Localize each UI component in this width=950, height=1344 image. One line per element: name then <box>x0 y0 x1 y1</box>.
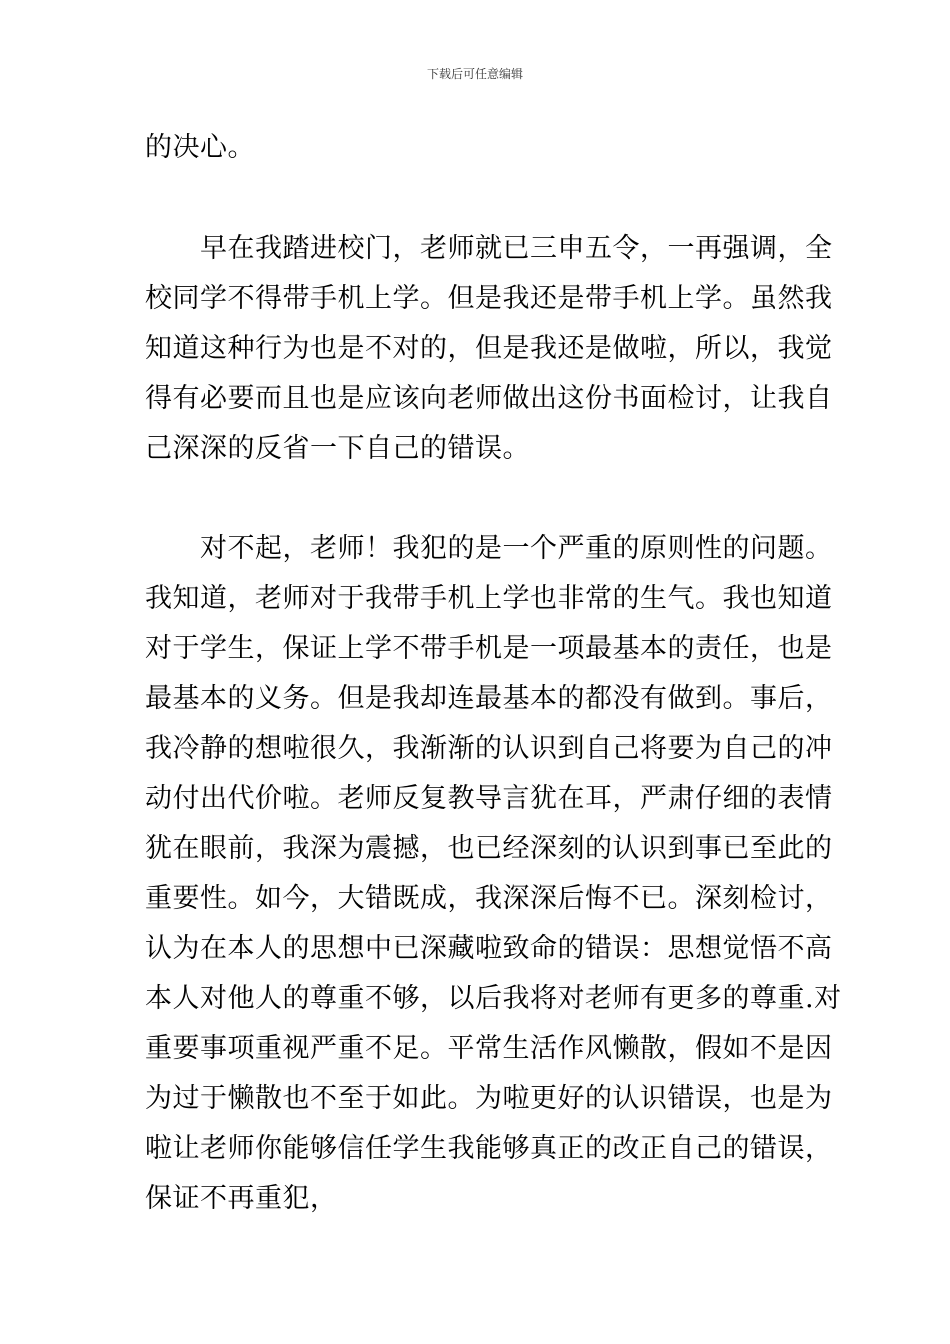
text-line: 得有必要而且也是应该向老师做出这份书面检讨，让我自 <box>145 383 833 414</box>
text-line: 啦让老师你能够信任学生我能够真正的改正自己的错误， <box>145 1133 833 1164</box>
text-line: 的决心。 <box>145 132 255 163</box>
text-line: 我冷静的想啦很久，我渐渐的认识到自己将要为自己的冲 <box>145 733 833 764</box>
text-line: 对不起，老师！我犯的是一个严重的原则性的问题。 <box>145 533 833 564</box>
text-line: 我知道，老师对于我带手机上学也非常的生气。我也知道 <box>145 583 833 614</box>
text-line: 动付出代价啦。老师反复教导言犹在耳，严肃仔细的表情 <box>145 783 833 814</box>
text-line: 知道这种行为也是不对的，但是我还是做啦，所以，我觉 <box>145 333 833 364</box>
text-line: 早在我踏进校门，老师就已三申五令，一再强调，全 <box>145 233 833 264</box>
text-line: 犹在眼前，我深为震撼，也已经深刻的认识到事已至此的 <box>145 833 833 864</box>
page-header: 下载后可任意编辑 <box>426 67 523 81</box>
text-line: 校同学不得带手机上学。但是我还是带手机上学。虽然我 <box>145 283 833 314</box>
text-line: 保证不再重犯， <box>145 1183 338 1214</box>
text-line: 为过于懒散也不至于如此。为啦更好的认识错误，也是为 <box>145 1083 833 1114</box>
text-line: 重要性。如今，大错既成，我深深后悔不已。深刻检讨， <box>145 883 833 914</box>
text-line: 最基本的义务。但是我却连最基本的都没有做到。事后， <box>145 683 833 714</box>
text-line: 重要事项重视严重不足。平常生活作风懒散，假如不是因 <box>145 1033 833 1064</box>
text-line: 对于学生，保证上学不带手机是一项最基本的责任，也是 <box>145 633 833 664</box>
text-line: 己深深的反省一下自己的错误。 <box>145 433 530 464</box>
text-line: 本人对他人的尊重不够，以后我将对老师有更多的尊重.对 <box>145 983 842 1014</box>
text-line: 认为在本人的思想中已深藏啦致命的错误：思想觉悟不高 <box>145 933 833 964</box>
